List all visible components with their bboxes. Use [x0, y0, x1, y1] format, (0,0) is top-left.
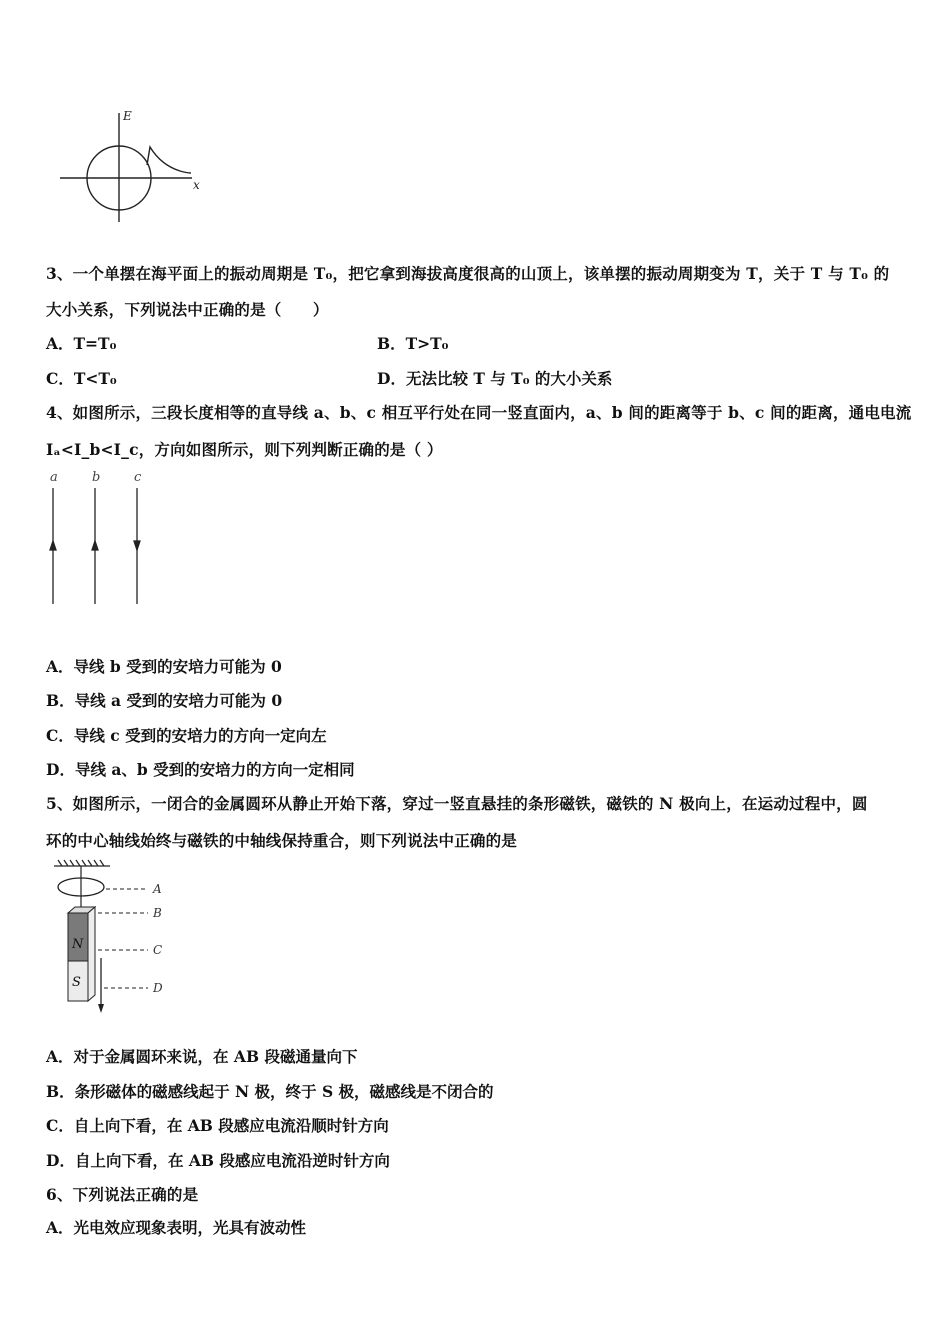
q5-option-b: B．条形磁体的磁感线起于 N 极，终于 S 极，磁感线是不闭合的	[46, 1082, 494, 1101]
q3-stem-line-2: 大小关系，下列说法中正确的是（ ）	[46, 300, 329, 319]
q4-option-b: B．导线 a 受到的安培力可能为 0	[46, 691, 283, 710]
e-x-graph-figure	[55, 105, 205, 225]
q3-option-c: C．T<T₀	[46, 369, 117, 388]
q5-option-d: D．自上向下看，在 AB 段感应电流沿逆时针方向	[46, 1151, 390, 1170]
magnet-n-label: N	[72, 937, 84, 952]
q5-option-c: C．自上向下看，在 AB 段感应电流沿顺时针方向	[46, 1116, 389, 1135]
wire-a-arrow-up	[50, 541, 56, 550]
q6-stem-line-1: 6、下列说法正确的是	[46, 1185, 199, 1204]
field-curve	[147, 147, 191, 173]
q4-stem-line-1: 4、如图所示，三段长度相等的直导线 a、b、c 相互平行处在同一竖直面内，a、b 间的距离等于 b、c 间的距离，通电电流	[46, 403, 912, 422]
wire-c-label: c	[134, 470, 142, 485]
q4-option-c: C．导线 c 受到的安培力的方向一定向左	[46, 726, 327, 745]
q5-stem-line-1: 5、如图所示，一闭合的金属圆环从静止开始下落，穿过一竖直悬挂的条形磁铁，磁铁的 N 极向上，在运动过程中，圆	[46, 794, 868, 813]
q6-option-a: A．光电效应现象表明，光具有波动性	[46, 1218, 307, 1237]
q3-option-a: A．T=T₀	[46, 334, 117, 353]
level-d-label: D	[153, 981, 163, 995]
q3-stem-line-1: 3、一个单摆在海平面上的振动周期是 T₀，把它拿到海拔高度很高的山顶上，该单摆的振动周期变为 T，关于 T 与 T₀ 的	[46, 264, 890, 283]
level-b-label: B	[153, 906, 162, 920]
q4-option-d: D．导线 a、b 受到的安培力的方向一定相同	[46, 760, 355, 779]
q5-stem-line-2: 环的中心轴线始终与磁铁的中轴线保持重合，则下列说法中正确的是	[46, 831, 518, 850]
fall-direction-arrow	[98, 1004, 104, 1013]
q3-option-b: B．T>T₀	[377, 334, 449, 353]
wire-c-arrow-down	[134, 541, 140, 550]
q3-option-d: D．无法比较 T 与 T₀ 的大小关系	[377, 369, 613, 388]
wire-a-label: a	[50, 470, 58, 485]
q5-option-a: A．对于金属圆环来说，在 AB 段磁通量向下	[46, 1047, 358, 1066]
x-axis-label: x	[193, 178, 200, 192]
wire-b-arrow-up	[92, 541, 98, 550]
q4-stem-line-2: Iₐ<I_b<I_c，方向如图所示，则下列判断正确的是（ ）	[46, 440, 443, 459]
magnet-s-label: S	[72, 975, 81, 990]
e-axis-label: E	[123, 109, 132, 123]
magnet-side-face	[88, 907, 95, 1001]
level-a-label: A	[153, 882, 162, 896]
level-c-label: C	[153, 943, 163, 957]
wire-b-label: b	[92, 470, 101, 485]
q4-option-a: A．导线 b 受到的安培力可能为 0	[46, 657, 282, 676]
three-wires-figure	[40, 466, 160, 611]
magnet-ring-figure	[48, 858, 178, 1016]
